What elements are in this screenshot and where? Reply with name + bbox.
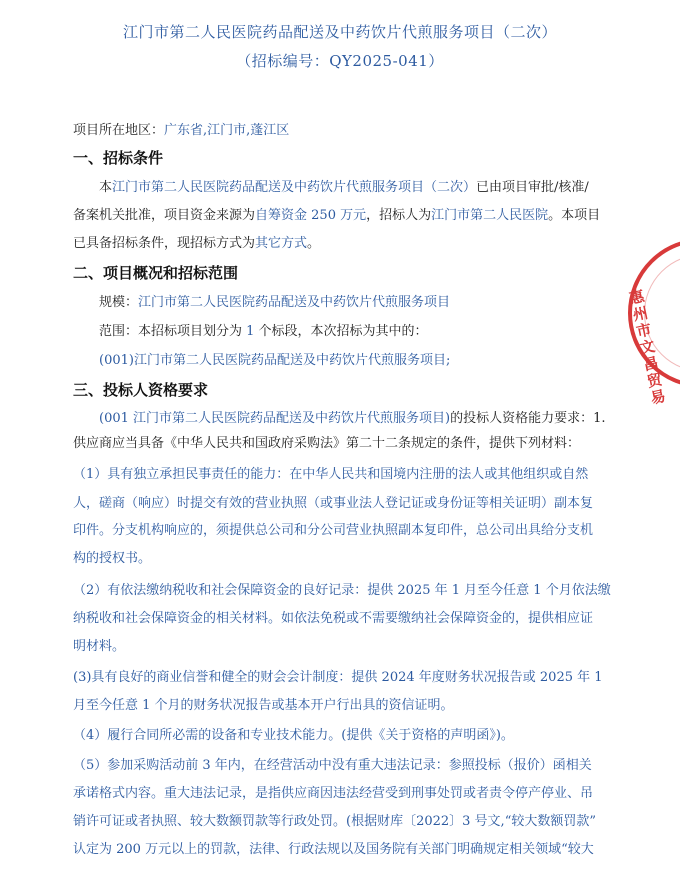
- req-2-line-1: （2）有依法缴纳税收和社会保障资金的良好记录：提供 2025 年 1 月至今任意 1 个月依法缴: [73, 583, 611, 598]
- s3-intro-line-2: 供应商应当具备《中华人民共和国政府采购法》第二十二条规定的条件，提供下列材料：: [73, 436, 581, 451]
- region-label: 项目所在地区：: [73, 123, 165, 138]
- req-1-line-1: （1）具有独立承担民事责任的能力：在中华人民共和国境内注册的法人或其他组织或自然: [73, 467, 589, 482]
- s3-text: 的投标人资格能力要求：1.: [450, 411, 606, 426]
- req-3-line-1: (3)具有良好的商业信誉和健全的财会会计制度：提供 2024 年度财务状况报告或 2025 年 1: [73, 670, 603, 685]
- company-seal: [627, 238, 680, 408]
- req-2-line-2: 纳税收和社会保障资金的相关材料。如依法免税或不需要缴纳社会保障资金的，提供相应证: [73, 611, 594, 626]
- section-3-heading: 三、投标人资格要求: [73, 381, 209, 399]
- s1-line-1: [99, 178, 589, 198]
- s1-project-name: 江门市第二人民医院药品配送及中药饮片代煎服务项目（二次）: [112, 180, 477, 195]
- s2-lot: (001)江门市第二人民医院药品配送及中药饮片代煎服务项目;: [99, 353, 451, 368]
- s1-text: 已具备招标条件，现招标方式为: [73, 236, 256, 251]
- s1-method: 其它方式: [255, 236, 308, 251]
- s1-text: ，招标人为: [366, 208, 432, 223]
- s1-text: 。: [307, 236, 321, 251]
- range-text: 个标段，本次招标为其中的：: [254, 324, 428, 339]
- req-5-line-2: 承诺格式内容。重大违法记录，是指供应商因违法经营受到刑事处罚或者责令停产停业、吊: [73, 786, 594, 801]
- document-title: 江门市第二人民医院药品配送及中药饮片代煎服务项目（二次）: [122, 23, 557, 41]
- section-2-heading: 二、项目概况和招标范围: [73, 264, 239, 282]
- scale-label: 规模：: [99, 295, 139, 310]
- s1-text: 备案机关批准，项目资金来源为: [73, 208, 256, 223]
- region-value: 广东省,江门市,蓬江区: [164, 123, 290, 138]
- s2-range: [99, 322, 428, 342]
- s1-line-3: [73, 234, 320, 254]
- s1-text: 已由项目审批/核准/: [476, 180, 589, 195]
- s1-line-2: [73, 206, 600, 226]
- req-4: （4）履行合同所必需的设备和专业技术能力。(提供《关于资格的声明函》)。: [73, 728, 514, 743]
- req-2-line-3: 明材料。: [73, 639, 126, 654]
- lot-count: 1: [246, 324, 255, 339]
- req-5-line-1: （5）参加采购活动前 3 年内，在经营活动中没有重大违法记录：参照投标（报价）函相关: [73, 758, 592, 773]
- req-1-line-2: 人，磋商（响应）时提交有效的营业执照（或事业法人登记证或身份证等相关证明）副本复: [73, 496, 594, 511]
- req-5-line-4: 认定为 200 万元以上的罚款，法律、行政法规以及国务院有关部门明确规定相关领域“较大: [73, 842, 594, 857]
- s1-tenderer: 江门市第二人民医院: [431, 208, 549, 223]
- s3-project-ref: (001 江门市第二人民医院药品配送及中药饮片代煎服务项目): [99, 411, 451, 426]
- s3-intro-line-1: [99, 409, 606, 429]
- section-1-heading: 一、招标条件: [73, 149, 164, 167]
- project-region: [73, 121, 289, 141]
- s1-funding: 自筹资金 250 万元: [255, 208, 367, 223]
- seal-text: 惠州市文昌贸易: [627, 287, 668, 408]
- range-text: 范围：本招标项目划分为: [99, 324, 247, 339]
- req-3-line-2: 月至今任意 1 个月的财务状况报告或基本开户行出具的资信证明。: [73, 698, 454, 713]
- req-1-line-4: 构的授权书。: [73, 551, 152, 566]
- req-1-line-3: 印件。分支机构响应的，须提供总公司和分公司营业执照副本复印件，总公司出具给分支机: [73, 523, 594, 538]
- req-5-line-3: 销许可证或者执照、较大数额罚款等行政处罚。(根据财库〔2022〕3 号文,“较大数额罚款”: [73, 814, 596, 829]
- s2-scale: [99, 293, 450, 313]
- s1-text: 本: [99, 180, 113, 195]
- scale-value: 江门市第二人民医院药品配送及中药饮片代煎服务项目: [138, 295, 451, 310]
- s1-text: 。本项目: [548, 208, 601, 223]
- bid-number: （招标编号：QY2025-041）: [236, 52, 444, 70]
